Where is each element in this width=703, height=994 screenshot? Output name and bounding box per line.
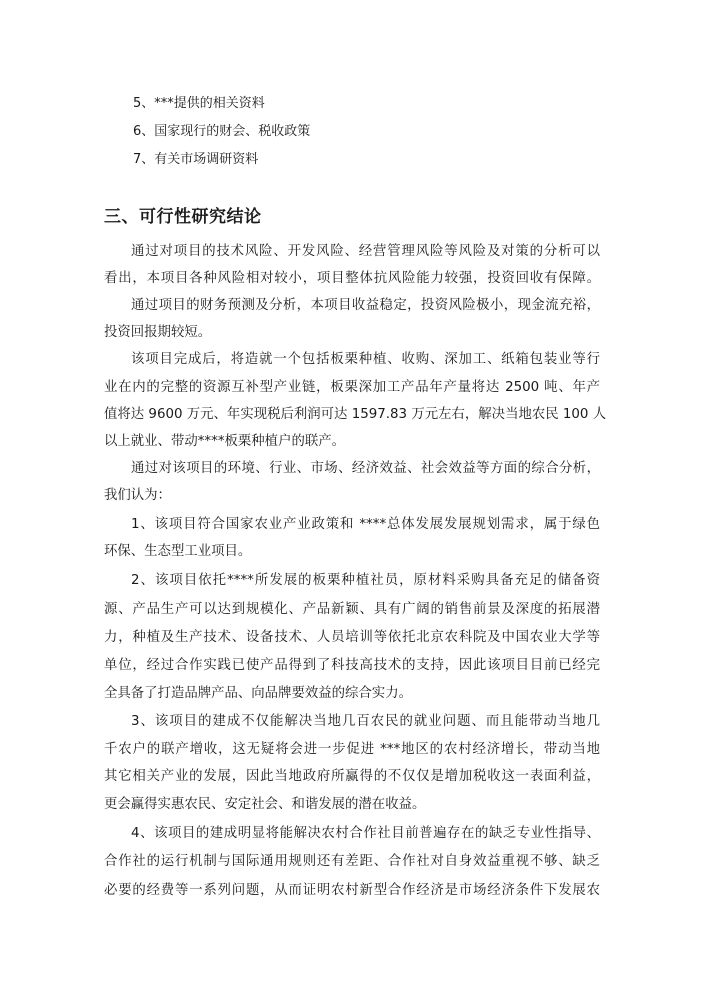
reference-item-6: 6、国家现行的财会、税收政策	[133, 124, 311, 139]
paragraph-line: 1、该项目符合国家农业产业政策和 ****总体发展发展规划需求，属于绿色	[131, 517, 600, 532]
paragraph-line: 3、该项目的建成不仅能解决当地几百农民的就业问题、而且能带动当地几	[131, 714, 600, 729]
paragraph-line: 该项目完成后，将造就一个包括板栗种植、收购、深加工、纸箱包装业等行	[131, 352, 600, 367]
paragraph-line: 环保、生态型工业项目。	[104, 544, 252, 559]
paragraph-line: 通过对该项目的环境、行业、市场、经济效益、社会效益等方面的综合分析，	[131, 461, 600, 476]
paragraph-line: 以上就业、带动****板栗种植户的联产。	[104, 434, 346, 449]
paragraph-line: 更会赢得实惠农民、安定社会、和谐发展的潜在收益。	[104, 797, 426, 812]
paragraph-line: 通过对项目的技术风险、开发风险、经营管理风险等风险及对策的分析可以	[131, 244, 600, 259]
paragraph-line: 值将达 9600 万元、年实现税后利润可达 1597.83 万元左右，解决当地农民 100 人	[104, 407, 607, 422]
section-heading: 三、可行性研究结论	[104, 207, 262, 227]
paragraph-line: 2、该项目依托****所发展的板栗种植社员，原材料采购具备充足的储备资	[131, 573, 600, 588]
paragraph-line: 合作社的运行机制与国际通用规则还有差距、合作社对自身效益重视不够、缺乏	[104, 854, 600, 869]
paragraph-line: 4、该项目的建成明显将能解决农村合作社目前普遍存在的缺乏专业性指导、	[131, 826, 600, 841]
paragraph-line: 全具备了打造品牌产品、向品牌要效益的综合实力。	[104, 686, 412, 701]
paragraph-line: 通过项目的财务预测及分析，本项目收益稳定，投资风险极小，现金流充裕，	[131, 298, 600, 313]
paragraph-line: 我们认为：	[104, 488, 171, 503]
reference-item-7: 7、有关市场调研资料	[133, 152, 259, 167]
reference-item-5: 5、***提供的相关资料	[133, 96, 265, 111]
paragraph-line: 投资回报期较短。	[104, 325, 212, 340]
paragraph-line: 源、产品生产可以达到规模化、产品新颖、具有广阔的销售前景及深度的拓展潜	[104, 602, 600, 617]
paragraph-line: 必要的经费等一系列问题，从而证明农村新型合作经济是市场经济条件下发展农	[104, 883, 600, 898]
paragraph-line: 业在内的完整的资源互补型产业链，板栗深加工产品年产量将达 2500 吨、年产	[104, 380, 600, 395]
paragraph-line: 其它相关产业的发展，因此当地政府所赢得的不仅仅是增加税收这一表面利益，	[104, 769, 600, 784]
paragraph-line: 看出，本项目各种风险相对较小，项目整体抗风险能力较强，投资回收有保障。	[104, 271, 600, 286]
paragraph-line: 单位，经过合作实践已使产品得到了科技高技术的支持，因此该项目目前已经完	[104, 658, 600, 673]
paragraph-line: 力，种植及生产技术、设备技术、人员培训等依托北京农科院及中国农业大学等	[104, 630, 600, 645]
paragraph-line: 千农户的联产增收，这无疑将会进一步促进 ***地区的农村经济增长，带动当地	[104, 742, 600, 757]
